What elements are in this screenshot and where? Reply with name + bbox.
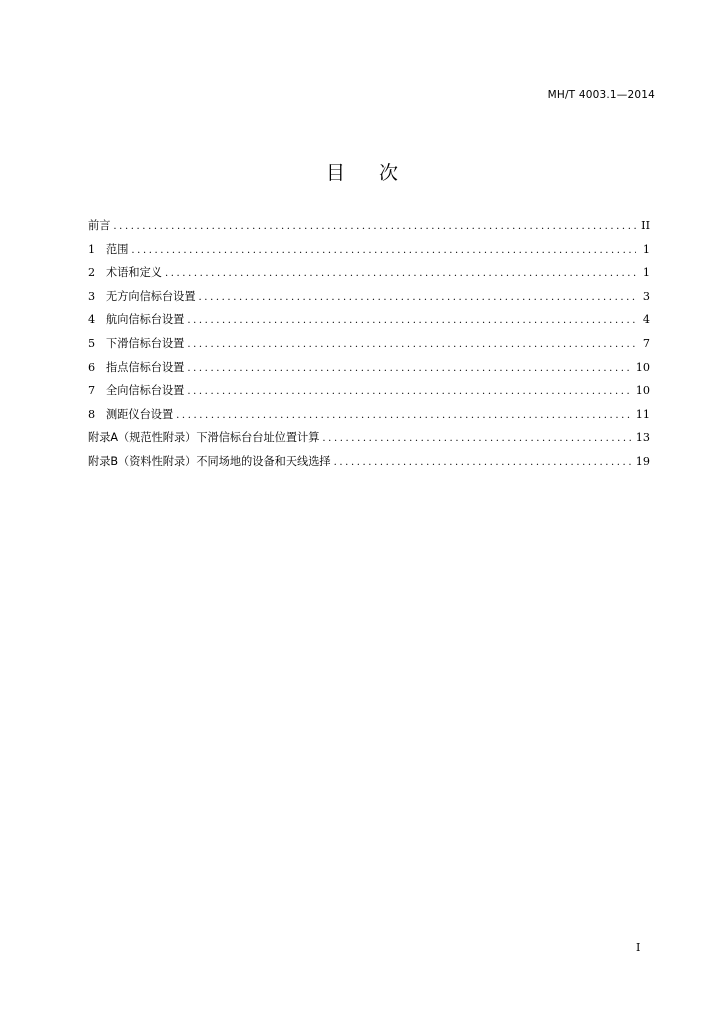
toc-leader-dots	[165, 268, 636, 279]
toc-entry-number: 3	[88, 289, 96, 303]
toc-entry-page: 4	[642, 313, 650, 327]
toc-entry-page: 10	[635, 384, 650, 398]
toc-entry-number: 6	[88, 360, 96, 374]
toc-entry-appendix-b[interactable]	[88, 453, 650, 477]
toc-entry-number: 1	[88, 242, 96, 256]
toc-entry-vor[interactable]	[88, 382, 650, 406]
toc-entry-label: 附录A（规范性附录）下滑信标台台址位置计算	[88, 431, 320, 445]
toc-leader-dots	[199, 292, 636, 303]
toc-leader-dots	[187, 315, 636, 326]
toc-entry-label: 前言	[88, 219, 111, 232]
toc-entry-scope[interactable]	[88, 241, 650, 265]
toc-entry-number: 4	[88, 313, 96, 327]
toc-title-part2: 次	[379, 162, 399, 184]
toc-leader-dots	[322, 433, 631, 444]
toc-entry-ndb[interactable]	[88, 288, 650, 312]
toc-leader-dots	[176, 410, 632, 421]
document-code: MH/T 4003.1—2014	[547, 89, 655, 101]
toc-entry-dme[interactable]	[88, 406, 650, 430]
toc-entry-page: 1	[642, 242, 650, 256]
toc-entry-page: 3	[642, 289, 650, 303]
toc-entry-number: 8	[88, 407, 96, 421]
page-number: I	[636, 941, 641, 954]
toc-entry-label: 术语和定义	[106, 266, 162, 280]
toc-entry-foreword[interactable]	[88, 217, 650, 241]
toc-entry-label: 测距仪台设置	[106, 407, 174, 421]
toc-entry-localizer[interactable]	[88, 311, 650, 335]
toc-leader-dots	[187, 386, 631, 397]
toc-entry-number: 7	[88, 384, 96, 398]
toc-entry-page: 7	[642, 336, 650, 350]
toc-entry-marker[interactable]	[88, 359, 650, 383]
toc-title	[0, 158, 724, 185]
toc-list	[88, 217, 650, 477]
toc-entry-label: 指点信标台设置	[106, 360, 185, 374]
toc-entry-appendix-a[interactable]	[88, 429, 650, 453]
toc-leader-dots	[334, 457, 632, 468]
toc-entry-terms[interactable]	[88, 264, 650, 288]
toc-entry-page: 19	[635, 454, 650, 468]
toc-entry-number: 2	[88, 266, 96, 280]
toc-entry-label: 无方向信标台设置	[106, 289, 196, 303]
toc-leader-dots	[131, 245, 636, 256]
toc-entry-label: 全向信标台设置	[106, 384, 185, 398]
toc-entry-page: 10	[635, 360, 650, 374]
toc-leader-dots	[187, 339, 636, 350]
toc-leader-dots	[187, 363, 631, 374]
toc-entry-label: 航向信标台设置	[106, 313, 185, 327]
toc-entry-page: 13	[635, 431, 650, 445]
toc-entry-page: II	[641, 219, 650, 232]
toc-entry-page: 1	[642, 266, 650, 280]
toc-entry-number: 5	[88, 336, 96, 350]
toc-title-part1: 目	[325, 162, 345, 184]
toc-entry-label: 下滑信标台设置	[106, 336, 185, 350]
toc-entry-glideslope[interactable]	[88, 335, 650, 359]
toc-entry-page: 11	[635, 407, 650, 421]
toc-entry-label: 范围	[106, 242, 129, 256]
toc-entry-label: 附录B（资料性附录）不同场地的设备和天线选择	[88, 454, 331, 468]
toc-leader-dots	[113, 221, 636, 232]
